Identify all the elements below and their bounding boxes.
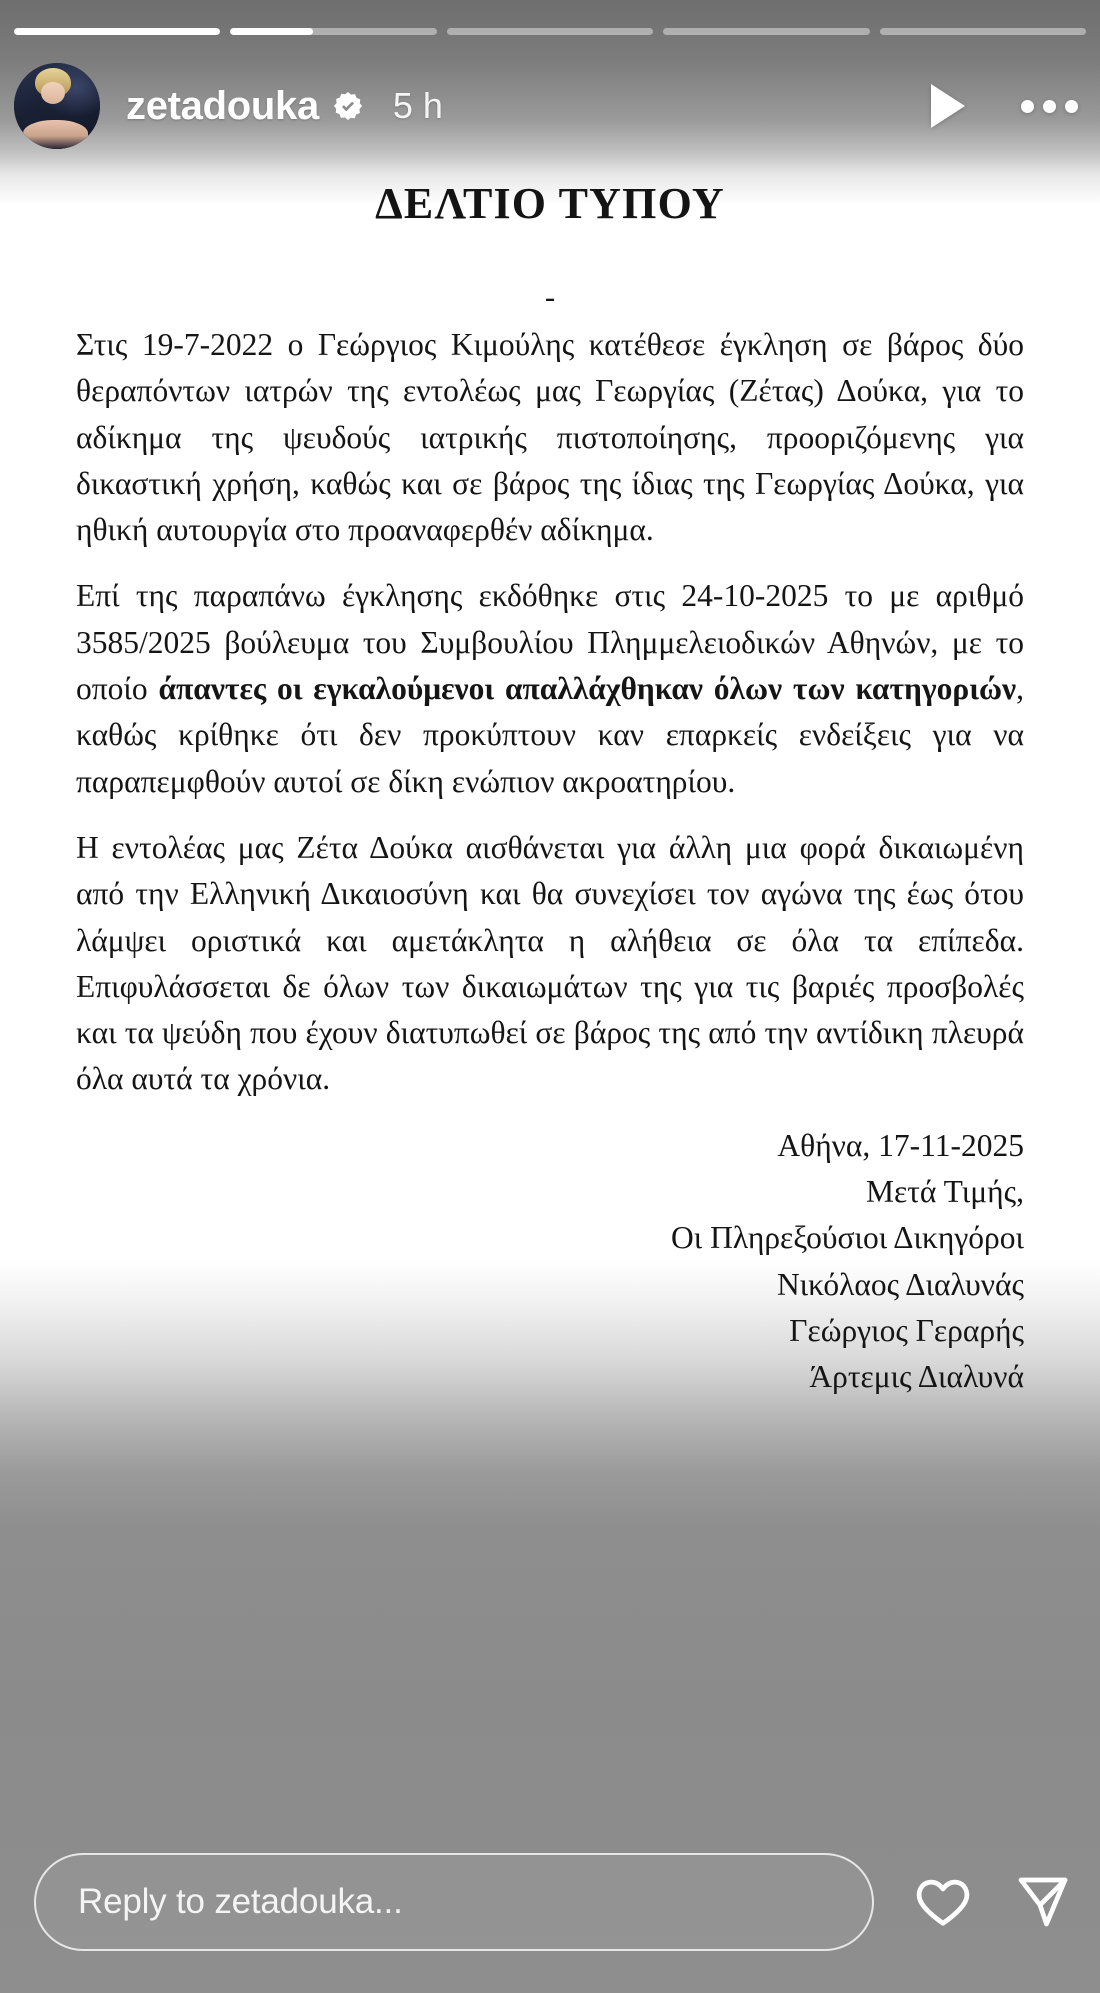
progress-segment-1[interactable] bbox=[14, 28, 220, 35]
heart-icon[interactable] bbox=[912, 1871, 974, 1933]
more-dot-2 bbox=[1043, 100, 1056, 113]
signature-line-city-date: Αθήνα, 17-11-2025 bbox=[777, 1127, 1024, 1163]
story-timestamp: 5 h bbox=[392, 85, 443, 126]
signature-line-role: Οι Πληρεξούσιοι Δικηγόροι bbox=[671, 1220, 1024, 1256]
more-dot-3 bbox=[1065, 100, 1078, 113]
progress-segment-3[interactable] bbox=[447, 28, 653, 35]
progress-fill-2 bbox=[230, 28, 313, 35]
document-paragraph-2 bbox=[76, 573, 1024, 804]
verified-badge-icon bbox=[333, 91, 363, 121]
signature-line-name-2: Γεώργιος Γεραρής bbox=[789, 1312, 1024, 1348]
avatar-face bbox=[41, 82, 65, 104]
press-release-document bbox=[0, 150, 1100, 1401]
paragraph-2-text-after-bold: , καθώς κρίθηκε ότι δεν προκύπτουν καν επαρκείς ενδείξεις για να παραπεμφθούν αυτοί σε δίκη ενώπιον ακροατηρίου. bbox=[76, 671, 1024, 799]
username-label[interactable]: zetadouka bbox=[126, 84, 319, 128]
document-paragraph-1: Στις 19-7-2022 ο Γεώργιος Κιμούλης κατέθεσε έγκληση σε βάρος δύο θεραπόντων ιατρών της εντολέως μας Γεωργίας (Ζέτας) Δούκα, για το αδίκημα της ψευδούς ιατρικής πιστοποίησης, προοριζόμενης για δικαστική χρήση, καθώς και σε βάρος της ίδιας της Γεωργίας Δούκα, για ηθική αυτουργία στο προαναφερθέν αδίκημα. bbox=[76, 327, 1024, 548]
story-progress-bar bbox=[14, 28, 1086, 35]
progress-segment-4[interactable] bbox=[663, 28, 869, 35]
paper-plane-share-icon[interactable] bbox=[1012, 1871, 1074, 1933]
signature-block bbox=[76, 1123, 1024, 1401]
reply-input-placeholder: Reply to zetadouka... bbox=[78, 1882, 403, 1921]
play-icon[interactable] bbox=[931, 84, 965, 128]
paragraph-2-bold-text: άπαντες οι εγκαλούμενοι απαλλάχθηκαν όλων των κατηγοριών bbox=[158, 671, 1017, 707]
username-group[interactable] bbox=[126, 86, 443, 126]
avatar-body bbox=[23, 120, 88, 149]
signature-line-name-3: Άρτεμις Διαλυνά bbox=[809, 1359, 1024, 1395]
progress-segment-2[interactable] bbox=[230, 28, 436, 35]
progress-segment-5[interactable] bbox=[880, 28, 1086, 35]
reply-input[interactable] bbox=[34, 1853, 874, 1951]
avatar[interactable] bbox=[14, 63, 100, 149]
document-title: ΔΕΛΤΙΟ ΤΥΠΟΥ bbox=[375, 179, 725, 228]
progress-fill-1 bbox=[14, 28, 220, 35]
document-paragraph-3: Η εντολέας μας Ζέτα Δούκα αισθάνεται για άλλη μια φορά δικαιωμένη από την Ελληνική Δικαιοσύνη και θα συνεχίσει τον αγώνα της έως ότου λάμψει οριστικά και αμετάκλητα η αλήθεια σε όλα τα επίπεδα. Επιφυλάσσεται δε όλων των δικαιωμάτων της για τις βαριές προσβολές και τα ψεύδη που έχουν διατυπωθεί σε βάρος της από την αντίδικη πλευρά όλα αυτά τα χρόνια. bbox=[76, 829, 1024, 1097]
signature-line-closing: Μετά Τιμής, bbox=[865, 1174, 1024, 1210]
header-actions bbox=[931, 84, 1078, 128]
story-reply-bar bbox=[34, 1853, 1074, 1951]
more-dot-1 bbox=[1021, 100, 1034, 113]
story-header bbox=[14, 56, 1078, 156]
signature-line-name-1: Νικόλαος Διαλυνάς bbox=[776, 1266, 1024, 1302]
more-options-icon[interactable] bbox=[1021, 100, 1078, 113]
paragraph-2-text-before-bold: Επί της παραπάνω έγκλησης εκδόθηκε στις 24-10-2025 το με αριθμό 3585/2025 βούλευμα του Συμβουλίου Πλημμελειοδικών Αθηνών, με το οποίο bbox=[76, 578, 1024, 707]
document-dash-separator: - bbox=[544, 279, 556, 314]
